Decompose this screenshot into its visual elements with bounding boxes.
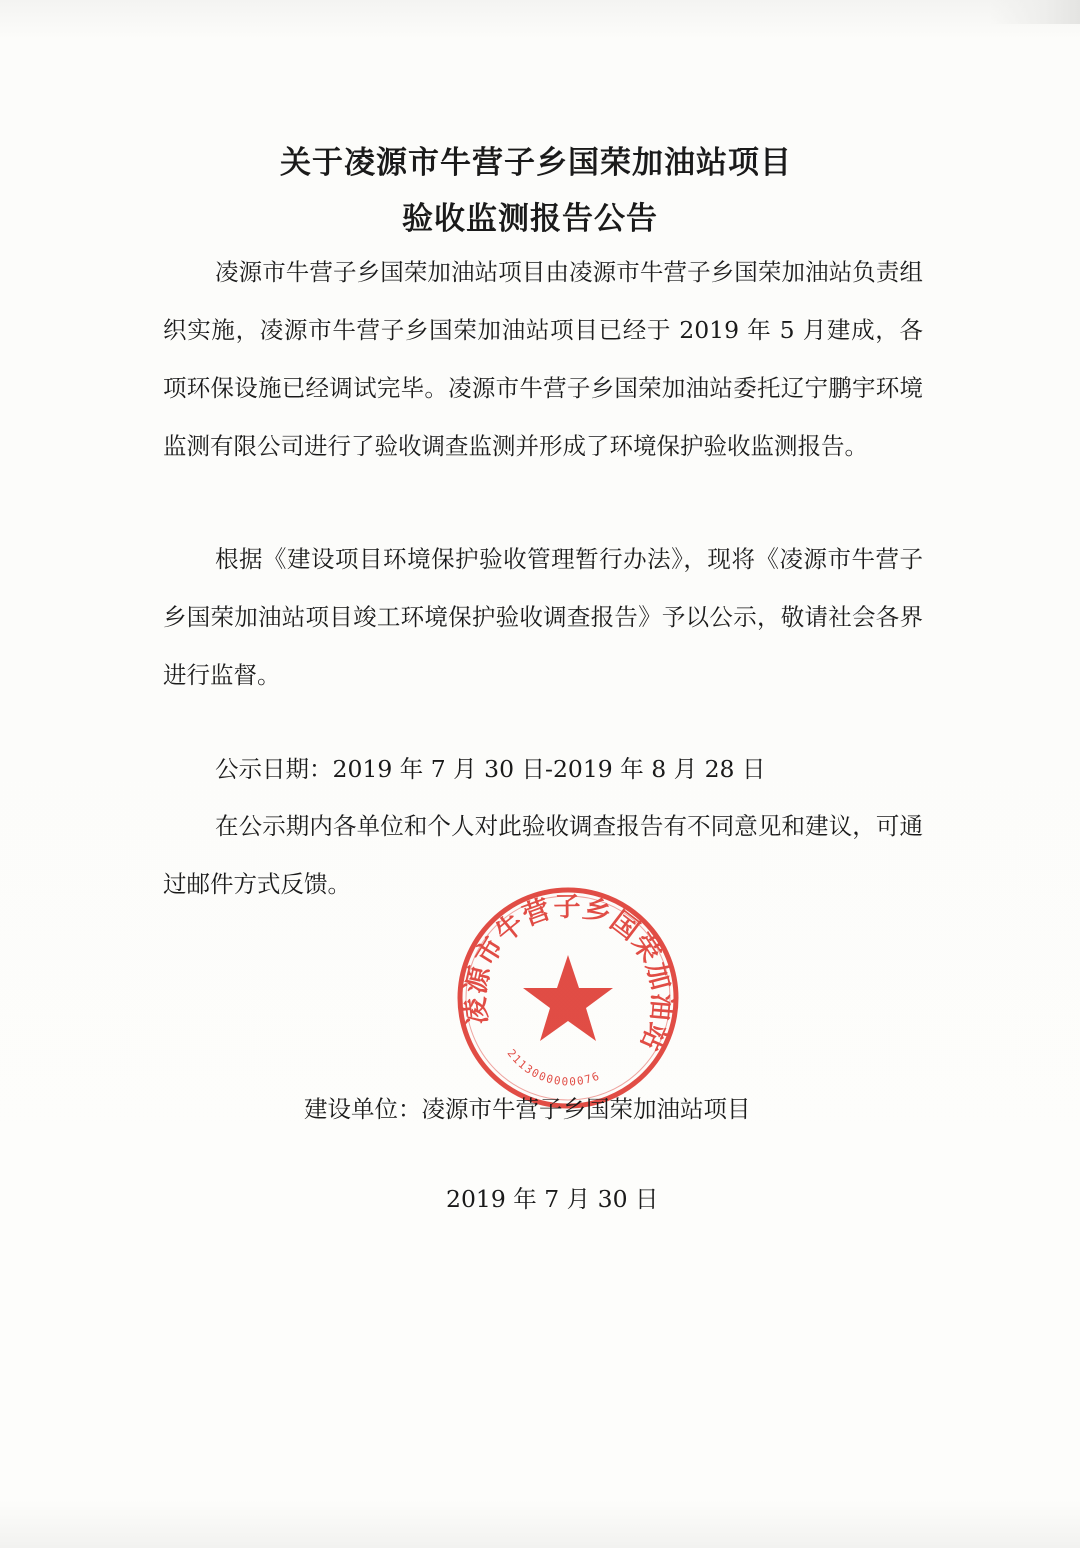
paragraph-publicity: 根据《建设项目环境保护验收管理暂行办法》，现将《凌源市牛营子乡国荣加油站项目竣工环境保护验收调查报告》予以公示，敬请社会各界进行监督。 [163, 545, 923, 689]
signature-date: 2019 年 7 月 30 日 [446, 1185, 659, 1213]
seal-code-path: 2113000000076 [504, 1046, 603, 1089]
title-line-1: 关于凌源市牛营子乡国荣加油站项目 [280, 145, 792, 181]
seal-code [504, 1047, 602, 1089]
title-line-2: 验收监测报告公告 [402, 201, 658, 237]
signer-line: 建设单位：凌源市牛营子乡国荣加油站项目 [304, 1095, 751, 1123]
feedback-note: 在公示期内各单位和个人对此验收调查报告有不同意见和建议，可通过邮件方式反馈。 [163, 812, 923, 898]
seal-star-icon [523, 955, 613, 1041]
paragraph-intro: 凌源市牛营子乡国荣加油站项目由凌源市牛营子乡国荣加油站负责组织实施，凌源市牛营子乡国荣加油站项目已经于 2019 年 5 月建成，各项环保设施已经调试完毕。凌源市牛营子乡国荣加油站委托辽宁鹏宇环境监测有限公司进行了验收调查监测并形成了环境保护验收监测报告。 [163, 258, 923, 460]
official-seal [455, 885, 681, 1111]
scan-edge-shadow [990, 0, 1080, 24]
notice-period: 公示日期：2019 年 7 月 30 日-2019 年 8 月 28 日 [215, 755, 766, 783]
seal-text-path: 凌源市牛营子乡国荣加油站 [459, 891, 678, 1057]
